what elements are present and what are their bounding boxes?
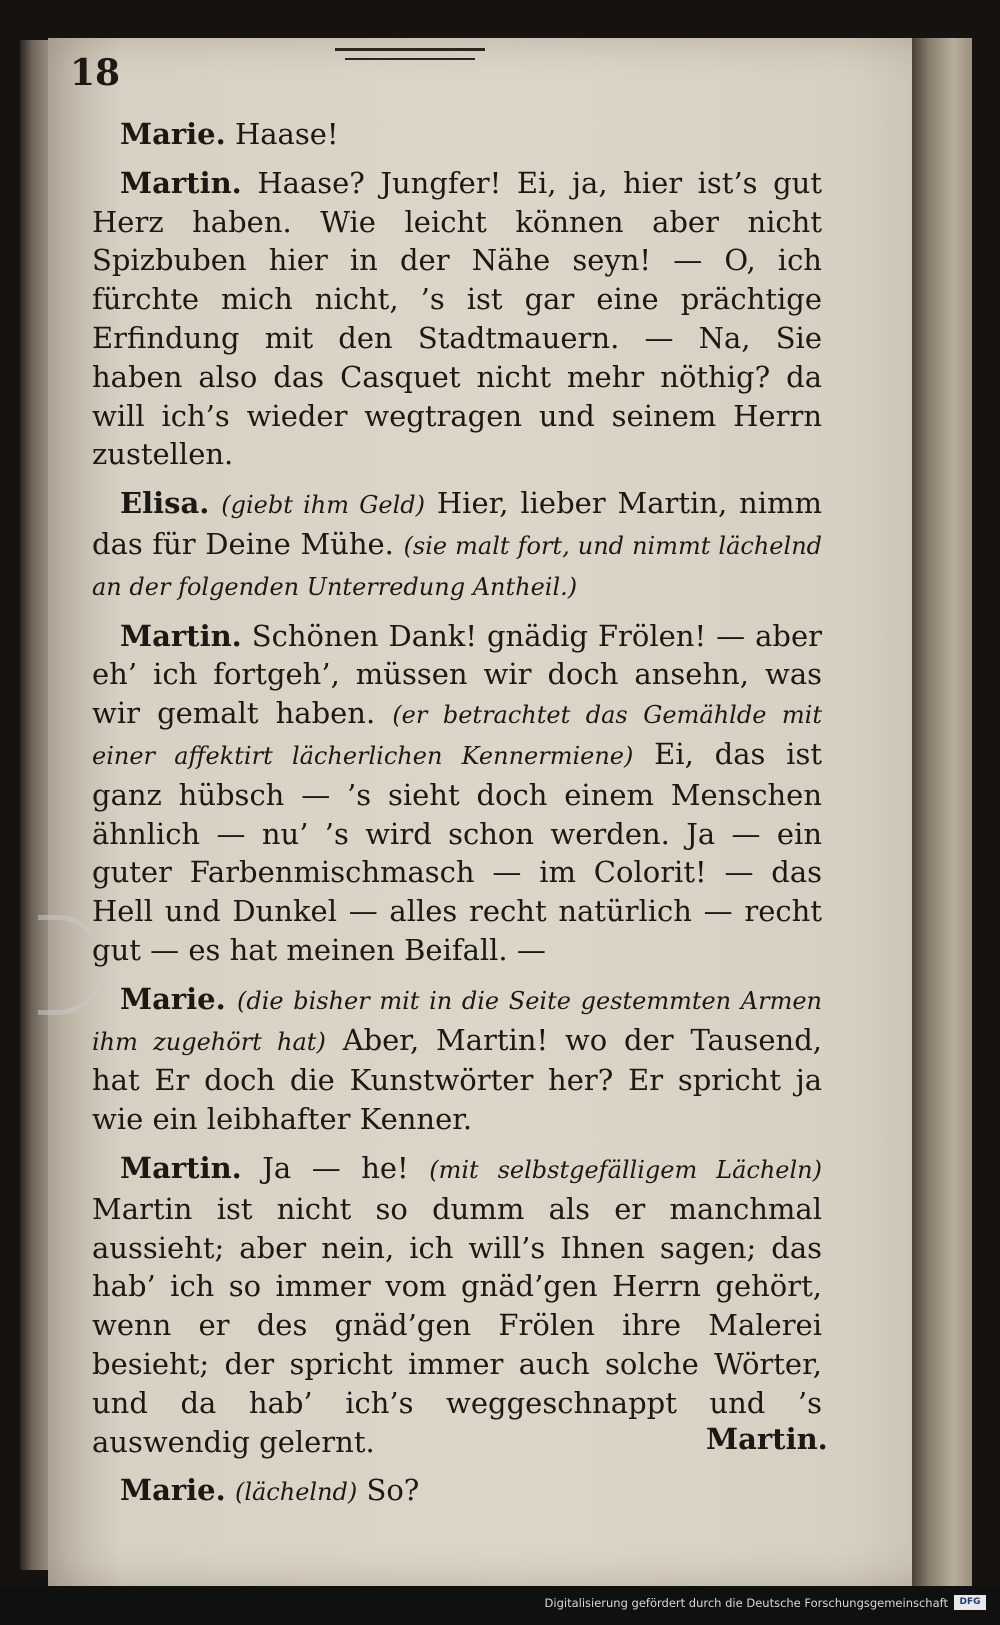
speech-text: Aber, Martin! wo der Tausend, hat Er doch die Kunstwörter her? Er spricht ja wie ein leibhafter Kenner. (92, 1022, 823, 1137)
header-rule-secondary (345, 58, 475, 60)
dialogue-text (92, 115, 822, 1522)
speaker-name: Marie. (120, 117, 226, 151)
page-number: 18 (70, 52, 121, 94)
speech-martin-3 (92, 1149, 822, 1461)
speech-text: Haase! (234, 117, 339, 151)
stage-direction: (die bisher mit in die Seite gestemmten Armen ihm zugehört hat) (92, 986, 823, 1056)
page-stack-edge (20, 40, 50, 1570)
speech-marie-1 (92, 115, 822, 154)
header-rule (335, 48, 485, 51)
speaker-name: Marie. (120, 1473, 226, 1508)
speech-elisa (92, 484, 822, 606)
speaker-name: Martin. (120, 1150, 242, 1185)
speech-text: Ja — he! (262, 1150, 409, 1185)
speech-martin-1 (92, 164, 822, 474)
speech-marie-3 (92, 1471, 822, 1512)
speaker-name: Elisa. (120, 486, 210, 521)
stage-direction: (lächelnd) (234, 1478, 358, 1507)
speech-text: Haase? Jungfer! Ei, ja, hier ist’s gut Herz haben. Wie leicht können aber nicht Spizbuben hier in der Nähe seyn! — O, ich fürchte mich nicht, ’s ist gar eine prächtige Erfindung mit den Stadtmauern. — Na, Sie haben also das Casquet nicht mehr nöthig? da will ich’s wieder wegtragen und seinem Herrn zustellen. (92, 165, 822, 472)
speech-martin-2 (92, 617, 822, 970)
speaker-name: Marie. (120, 981, 226, 1016)
speaker-name: Martin. (120, 618, 242, 653)
footer-bar (0, 1586, 1000, 1625)
funding-credit: Digitalisierung gefördert durch die Deutsche Forschungsgemeinschaft (544, 1596, 948, 1610)
stage-direction: (er betrachtet das Gemählde mit einer affektirt lächerlichen Kennermiene) (92, 701, 822, 770)
speech-text: Hier, lieber Martin, nimm das für Deine Mühe. (92, 486, 822, 561)
catchword: Martin. (706, 1422, 828, 1456)
speaker-name: Martin. (120, 165, 242, 200)
dfg-logo: DFG (954, 1595, 986, 1610)
speech-marie-2 (92, 980, 822, 1139)
book-gutter (912, 38, 972, 1586)
stage-direction: (mit selbstgefälligem Lächeln) (429, 1155, 822, 1184)
stage-direction: (sie malt fort, und nimmt lächelnd an der folgenden Unterredung Antheil.) (92, 531, 823, 601)
speech-text: Ei, das ist ganz hübsch — ’s sieht doch einem Menschen ähnlich — nu’ ’s wird schon werden. Ja — ein guter Farbenmischmasch — im Colorit! — das Hell und Dunkel — alles recht natürlich — recht gut — es hat meinen Beifall. — (92, 736, 822, 967)
speech-text: So? (366, 1473, 420, 1508)
speech-text: Schönen Dank! gnädig Frölen! — aber eh’ ich fortgeh’, müssen wir doch ansehn, was wir gemalt haben. (92, 618, 822, 731)
speech-text: Martin ist nicht so dumm als er manchmal aussieht; aber nein, ich will’s Ihnen sagen; das hab’ ich so immer vom gnäd’gen Herrn gehört, wenn er des gnäd’gen Frölen ihre Malerei besieht; der spricht immer auch solche Wörter, und da hab’ ich’s weggeschnappt und ’s auswendig gelernt. (92, 1191, 822, 1459)
stage-direction: (giebt ihm Geld) (221, 491, 426, 520)
